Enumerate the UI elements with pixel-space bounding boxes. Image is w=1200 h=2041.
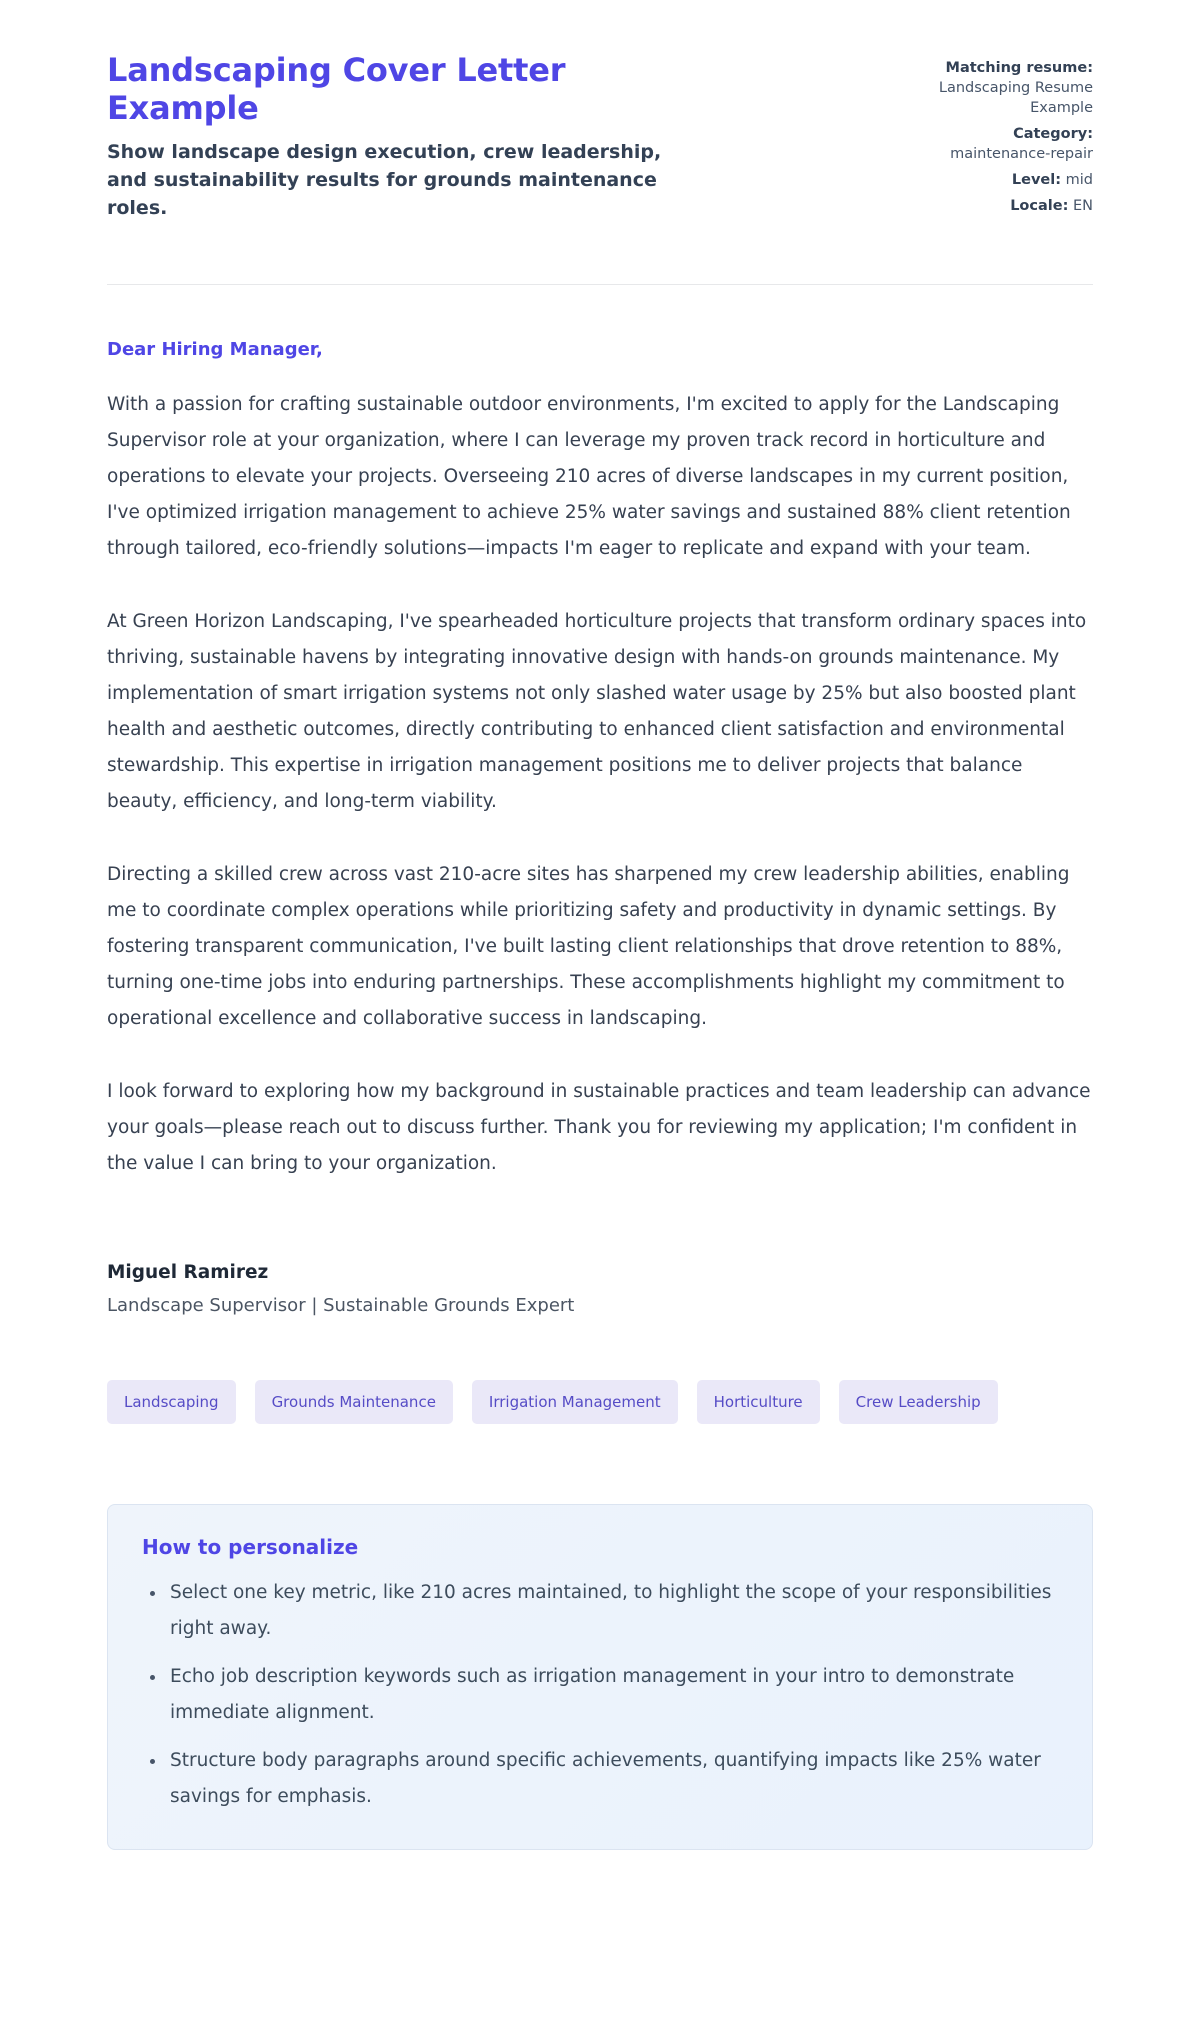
letter-paragraph-4: I look forward to exploring how my background in sustainable practices and team leadership can advance your goals—please reach out to discuss further. Thank you for reviewing my application; I'm confident in the value I can bring to your organization.	[107, 1081, 1091, 1174]
tag-grounds-maintenance: Grounds Maintenance	[255, 1380, 453, 1424]
personalize-tip-1: • Select one key metric, like 210 acres maintained, to highlight the scope of your responsibilities right away.	[166, 1575, 1058, 1647]
meta-level	[893, 170, 1093, 190]
tag-landscaping: Landscaping	[107, 1380, 236, 1424]
header-divider	[107, 284, 1093, 285]
meta-matching-resume-label: Matching resume:	[945, 60, 1093, 76]
salutation: Dear Hiring Manager,	[107, 339, 323, 360]
page-title: Landscaping Cover Letter Example	[107, 51, 566, 127]
meta-locale	[893, 196, 1093, 216]
tag-crew-leadership: Crew Leadership	[839, 1380, 998, 1424]
title-block	[107, 52, 853, 222]
meta-locale-value: EN	[1072, 198, 1093, 214]
meta-panel	[893, 52, 1093, 222]
tag-irrigation-management: Irrigation Management	[472, 1380, 678, 1424]
personalize-tip-list	[142, 1575, 1058, 1815]
meta-category-value: maintenance-repair	[950, 146, 1093, 162]
meta-level-label: Level:	[1011, 172, 1062, 188]
meta-matching-resume	[893, 58, 1093, 118]
signature-name: Miguel Ramirez	[107, 1262, 269, 1283]
meta-category	[893, 124, 1093, 164]
personalize-heading: How to personalize	[142, 1535, 359, 1559]
meta-level-value: mid	[1065, 172, 1093, 188]
signature-role: Landscape Supervisor | Sustainable Grounds Expert	[107, 1295, 575, 1316]
personalize-tip-2: • Echo job description keywords such as irrigation management in your intro to demonstrate immediate alignment.	[166, 1659, 1058, 1731]
meta-locale-label: Locale:	[1010, 198, 1069, 214]
letter-paragraph-1: With a passion for crafting sustainable outdoor environments, I'm excited to apply for the Landscaping Supervisor role at your organization, where I can leverage my proven track record in horticulture and operations to elevate your projects. Overseeing 210 acres of diverse landscapes in my current position, I've optimized irrigation management to achieve 25% water savings and sustained 88% client retention through tailored, eco-friendly solutions—impacts I'm eager to replicate and expand with your team.	[107, 394, 1071, 559]
tag-horticulture: Horticulture	[697, 1380, 820, 1424]
letter-body	[107, 339, 1093, 1316]
letter-paragraph-3: Directing a skilled crew across vast 210-acre sites has sharpened my crew leadership abilities, enabling me to coordinate complex operations while prioritizing safety and productivity in dynamic settings. By fostering transparent communication, I've built lasting client relationships that drove retention to 88%, turning one-time jobs into enduring partnerships. These accomplishments highlight my commitment to operational excellence and collaborative success in landscaping.	[107, 864, 1070, 1029]
letter-paragraph-2: At Green Horizon Landscaping, I've spearheaded horticulture projects that transform ordinary spaces into thriving, sustainable havens by integrating innovative design with hands-on grounds maintenance. My implementation of smart irrigation systems not only slashed water usage by 25% but also boosted plant health and aesthetic outcomes, directly contributing to enhanced client satisfaction and environmental stewardship. This expertise in irrigation management positions me to deliver projects that balance beauty, efficiency, and long-term viability.	[107, 611, 1087, 812]
tag-list	[107, 1380, 1093, 1424]
meta-category-label: Category:	[1013, 126, 1093, 142]
page-subtitle: Show landscape design execution, crew leadership, and sustainability results for grounds maintenance roles.	[107, 140, 662, 219]
personalize-box	[107, 1504, 1093, 1850]
meta-matching-resume-value: Landscaping Resume Example	[938, 80, 1093, 116]
personalize-tip-3: • Structure body paragraphs around specific achievements, quantifying impacts like 25% water savings for emphasis.	[166, 1743, 1058, 1815]
page-header	[107, 52, 1093, 222]
